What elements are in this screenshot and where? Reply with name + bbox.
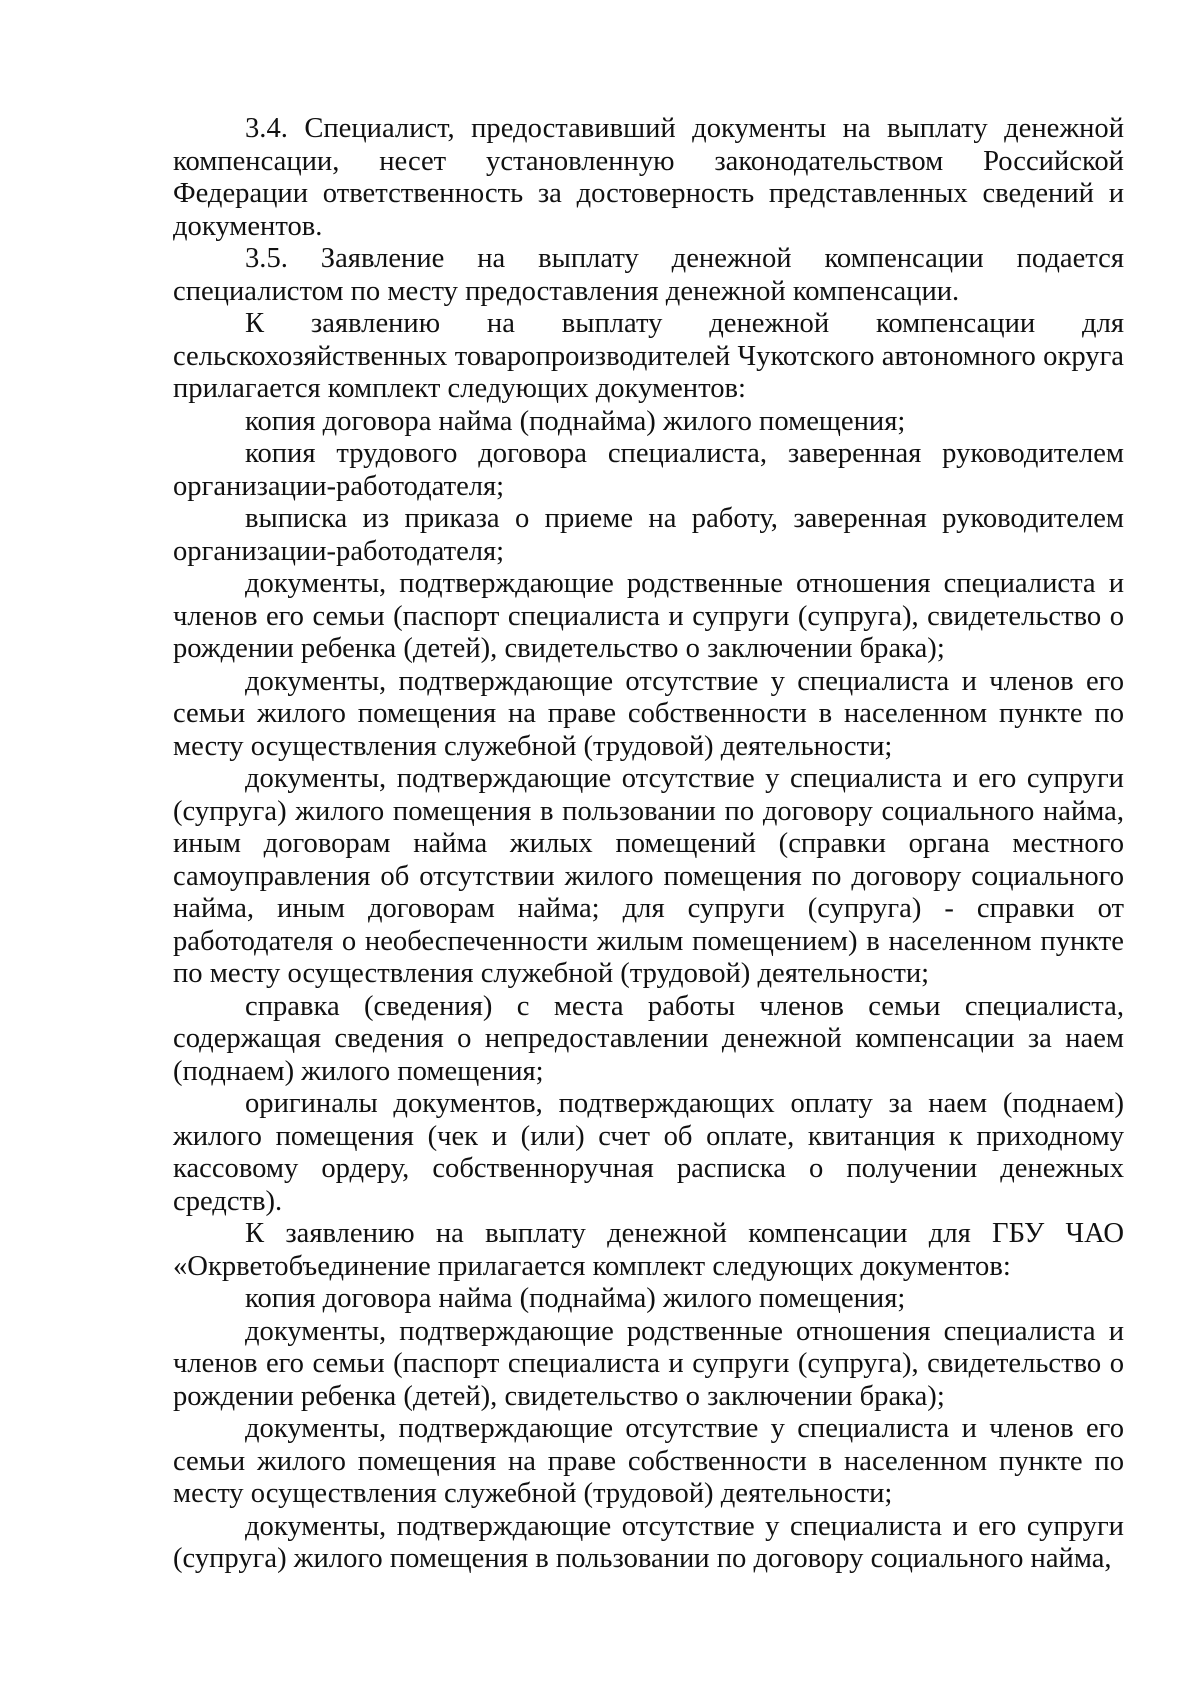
paragraph-agri-intro: К заявлению на выплату денежной компенсации для сельскохозяйственных товаропроизводителей Чукотского автономного округа прилагается комплект следующих документов: [173, 308, 1124, 404]
list-item: документы, подтверждающие отсутствие у специалиста и членов его семьи жилого помещения на праве собственности в населенном пункте по месту осуществления служебной (трудовой) деятельности; [173, 1413, 1124, 1509]
list-item: документы, подтверждающие отсутствие у специалиста и его супруги (супруга) жилого помещения в пользовании по договору социального найма, [173, 1510, 1124, 1574]
paragraph-gbu-intro: К заявлению на выплату денежной компенсации для ГБУ ЧАО «Окрветобъединение прилагается комплект следующих документов: [173, 1218, 1124, 1282]
list-item: копия договора найма (поднайма) жилого помещения; [245, 1283, 906, 1314]
list-item: справка (сведения) с места работы членов семьи специалиста, содержащая сведения о непредоставлении денежной компенсации за наем (поднаем) жилого помещения; [173, 990, 1124, 1087]
list-item: копия трудового договора специалиста, заверенная руководителем организации-работодателя; [173, 438, 1124, 502]
list-item: документы, подтверждающие отсутствие у специалиста и его супруги (супруга) жилого помещения в пользовании по договору социального найма, иным договорам найма жилых помещений (справки органа местного самоуправления об отсутствии жилого помещения по договору социального найма, иным договорам найма; для супруги (супруга) - справки от работодателя о необеспеченности жилым помещением) в населенном пункте по месту осуществления служебной (трудовой) деятельности; [173, 763, 1124, 989]
list-item: копия договора найма (поднайма) жилого помещения; [245, 405, 906, 437]
list-item: выписка из приказа о приеме на работу, заверенная руководителем организации-работодателя; [173, 503, 1124, 567]
list-item: оригиналы документов, подтверждающих оплату за наем (поднаем) жилого помещения (чек и (или) счет об оплате, квитанция к приходному кассовому ордеру, собственноручная расписка о получении денежных средств). [173, 1088, 1124, 1217]
list-item: документы, подтверждающие родственные отношения специалиста и членов его семьи (паспорт специалиста и супруги (супруга), свидетельство о рождении ребенка (детей), свидетельство о заключении брака); [173, 1315, 1124, 1412]
list-item: документы, подтверждающие отсутствие у специалиста и членов его семьи жилого помещения на праве собственности в населенном пункте по месту осуществления служебной (трудовой) деятельности; [173, 665, 1124, 762]
paragraph-3-4: 3.4. Специалист, предоставивший документы на выплату денежной компенсации, несет установленную законодательством Российской Федерации ответственность за достоверность представленных сведений и документов. [173, 113, 1124, 242]
paragraph-3-5: 3.5. Заявление на выплату денежной компенсации подается специалистом по месту предоставления денежной компенсации. [173, 243, 1124, 307]
list-item: документы, подтверждающие родственные отношения специалиста и членов его семьи (паспорт специалиста и супруги (супруга), свидетельство о рождении ребенка (детей), свидетельство о заключении брака); [173, 568, 1124, 664]
document-body [173, 113, 1124, 1576]
